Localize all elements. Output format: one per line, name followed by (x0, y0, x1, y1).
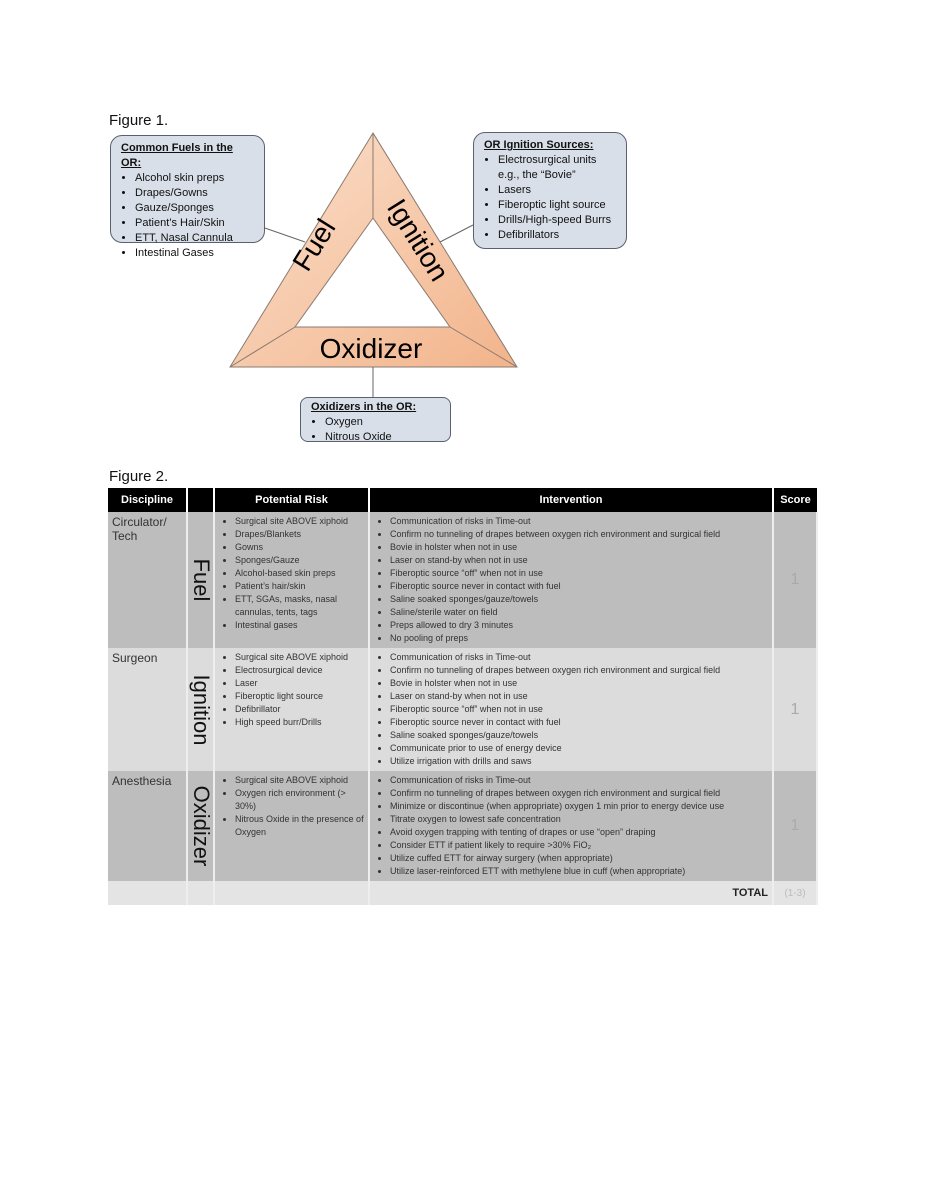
list-item: • Electrosurgical units e.g., the “Bovie” (498, 153, 616, 183)
list-item: • Drapes/Blankets (235, 528, 364, 541)
category-cell (187, 648, 214, 771)
header-risk: Potential Risk (214, 488, 369, 512)
list-item: • Bovie in holster when not in use (390, 541, 768, 554)
oxidizer-label: Oxidizer (319, 333, 423, 364)
list-item: • Surgical site ABOVE xiphoid (235, 774, 364, 787)
risk-cell (214, 648, 369, 771)
ignition-box (473, 132, 627, 249)
list-item: • Confirm no tunneling of drapes between oxygen rich environment and surgical field (390, 528, 768, 541)
fire-risk-table (108, 488, 818, 905)
fuel-label: Fuel (286, 213, 342, 277)
category-label: Fuel (188, 558, 214, 602)
list-item: • Fiberoptic light source (235, 690, 364, 703)
list-item: • Sponges/Gauze (235, 554, 364, 567)
risk-cell (214, 512, 369, 648)
oxidizer-title: Oxidizers in the OR: (311, 401, 417, 413)
list-item: • Nitrous Oxide in the presence of Oxygen (235, 813, 364, 839)
list-item: • Patient’s hair/skin (235, 580, 364, 593)
intervention-cell (369, 512, 773, 648)
list-item: • Minimize or discontinue (when appropriate) oxygen 1 min prior to energy device use (390, 800, 768, 813)
list-item: • Fiberoptic source never in contact with fuel (390, 580, 768, 593)
table-row (108, 648, 817, 771)
list-item: • Nitrous Oxide (325, 430, 440, 445)
total-row (108, 881, 817, 905)
list-item: • Oxygen (325, 415, 440, 430)
header-category (187, 488, 214, 512)
list-item: • Communicate prior to use of energy device (390, 742, 768, 755)
category-cell (187, 771, 214, 881)
list-item: • ETT, SGAs, masks, nasal cannulas, tents, tags (235, 593, 364, 619)
table-row (108, 512, 817, 648)
discipline-cell: Circulator/ Tech (108, 512, 187, 648)
list-item: • Utilize cuffed ETT for airway surgery (when appropriate) (390, 852, 768, 865)
score-cell[interactable]: 1 (773, 512, 817, 648)
intervention-cell (369, 771, 773, 881)
ignition-label: Ignition (380, 193, 456, 287)
table-row (108, 771, 817, 881)
list-item: • Titrate oxygen to lowest safe concentration (390, 813, 768, 826)
fuels-title: Common Fuels in the OR: (121, 142, 233, 169)
header-discipline: Discipline (108, 488, 187, 512)
ignition-connector (440, 225, 473, 242)
list-item: • Saline/sterile water on field (390, 606, 768, 619)
list-item: • Patient’s Hair/Skin (135, 216, 254, 231)
list-item: • Alcohol-based skin preps (235, 567, 364, 580)
total-label: TOTAL (369, 881, 773, 905)
figure1-label: Figure 1. (109, 112, 169, 129)
list-item: • Surgical site ABOVE xiphoid (235, 651, 364, 664)
header-score: Score (773, 488, 817, 512)
intervention-cell (369, 648, 773, 771)
list-item: • No pooling of preps (390, 632, 768, 645)
list-item: • Electrosurgical device (235, 664, 364, 677)
list-item: • Confirm no tunneling of drapes between oxygen rich environment and surgical field (390, 664, 768, 677)
list-item: • Communication of risks in Time-out (390, 651, 768, 664)
category-cell (187, 512, 214, 648)
list-item: • Laser (235, 677, 364, 690)
list-item: • Laser on stand-by when not in use (390, 690, 768, 703)
discipline-cell: Surgeon (108, 648, 187, 771)
list-item: • Gauze/Sponges (135, 201, 254, 216)
category-label: Oxidizer (188, 785, 214, 867)
list-item: • Communication of risks in Time-out (390, 774, 768, 787)
list-item: • Fiberoptic light source (498, 198, 616, 213)
oxidizer-box (300, 397, 451, 442)
list-item: • Intestinal Gases (135, 246, 254, 261)
risk-cell (214, 771, 369, 881)
list-item: • Drapes/Gowns (135, 186, 254, 201)
list-item: • Consider ETT if patient likely to require >30% FiO₂ (390, 839, 768, 852)
score-cell[interactable]: 1 (773, 648, 817, 771)
list-item: • Laser on stand-by when not in use (390, 554, 768, 567)
list-item: • Saline soaked sponges/gauze/towels (390, 729, 768, 742)
list-item: • Surgical site ABOVE xiphoid (235, 515, 364, 528)
list-item: • Drills/High-speed Burrs (498, 213, 616, 228)
list-item: • Preps allowed to dry 3 minutes (390, 619, 768, 632)
list-item: • Intestinal gases (235, 619, 364, 632)
list-item: • Bovie in holster when not in use (390, 677, 768, 690)
list-item: • Defibrillator (235, 703, 364, 716)
fuels-box (110, 135, 265, 259)
figure2-label: Figure 2. (109, 468, 169, 485)
total-value: (1-3) (773, 881, 817, 905)
list-item: • Alcohol skin preps (135, 171, 254, 186)
list-item: • Fiberoptic source “off” when not in use (390, 567, 768, 580)
list-item: • Communication of risks in Time-out (390, 515, 768, 528)
list-item: • ETT, Nasal Cannula (135, 231, 254, 246)
list-item: • Avoid oxygen trapping with tenting of drapes or use “open” draping (390, 826, 768, 839)
list-item: • Gowns (235, 541, 364, 554)
score-cell[interactable]: 1 (773, 771, 817, 881)
header-intervention: Intervention (369, 488, 773, 512)
list-item: • Utilize laser-reinforced ETT with methylene blue in cuff (when appropriate) (390, 865, 768, 878)
list-item: • Lasers (498, 183, 616, 198)
list-item: • Fiberoptic source never in contact with fuel (390, 716, 768, 729)
list-item: • Utilize irrigation with drills and saws (390, 755, 768, 768)
list-item: • Fiberoptic source “off” when not in use (390, 703, 768, 716)
ignition-title: OR Ignition Sources: (484, 139, 594, 151)
discipline-cell: Anesthesia (108, 771, 187, 881)
list-item: • Defibrillators (498, 228, 616, 243)
list-item: • Saline soaked sponges/gauze/towels (390, 593, 768, 606)
list-item: • High speed burr/Drills (235, 716, 364, 729)
list-item: • Oxygen rich environment (> 30%) (235, 787, 364, 813)
list-item: • Confirm no tunneling of drapes between oxygen rich environment and surgical field (390, 787, 768, 800)
category-label: Ignition (188, 674, 214, 745)
